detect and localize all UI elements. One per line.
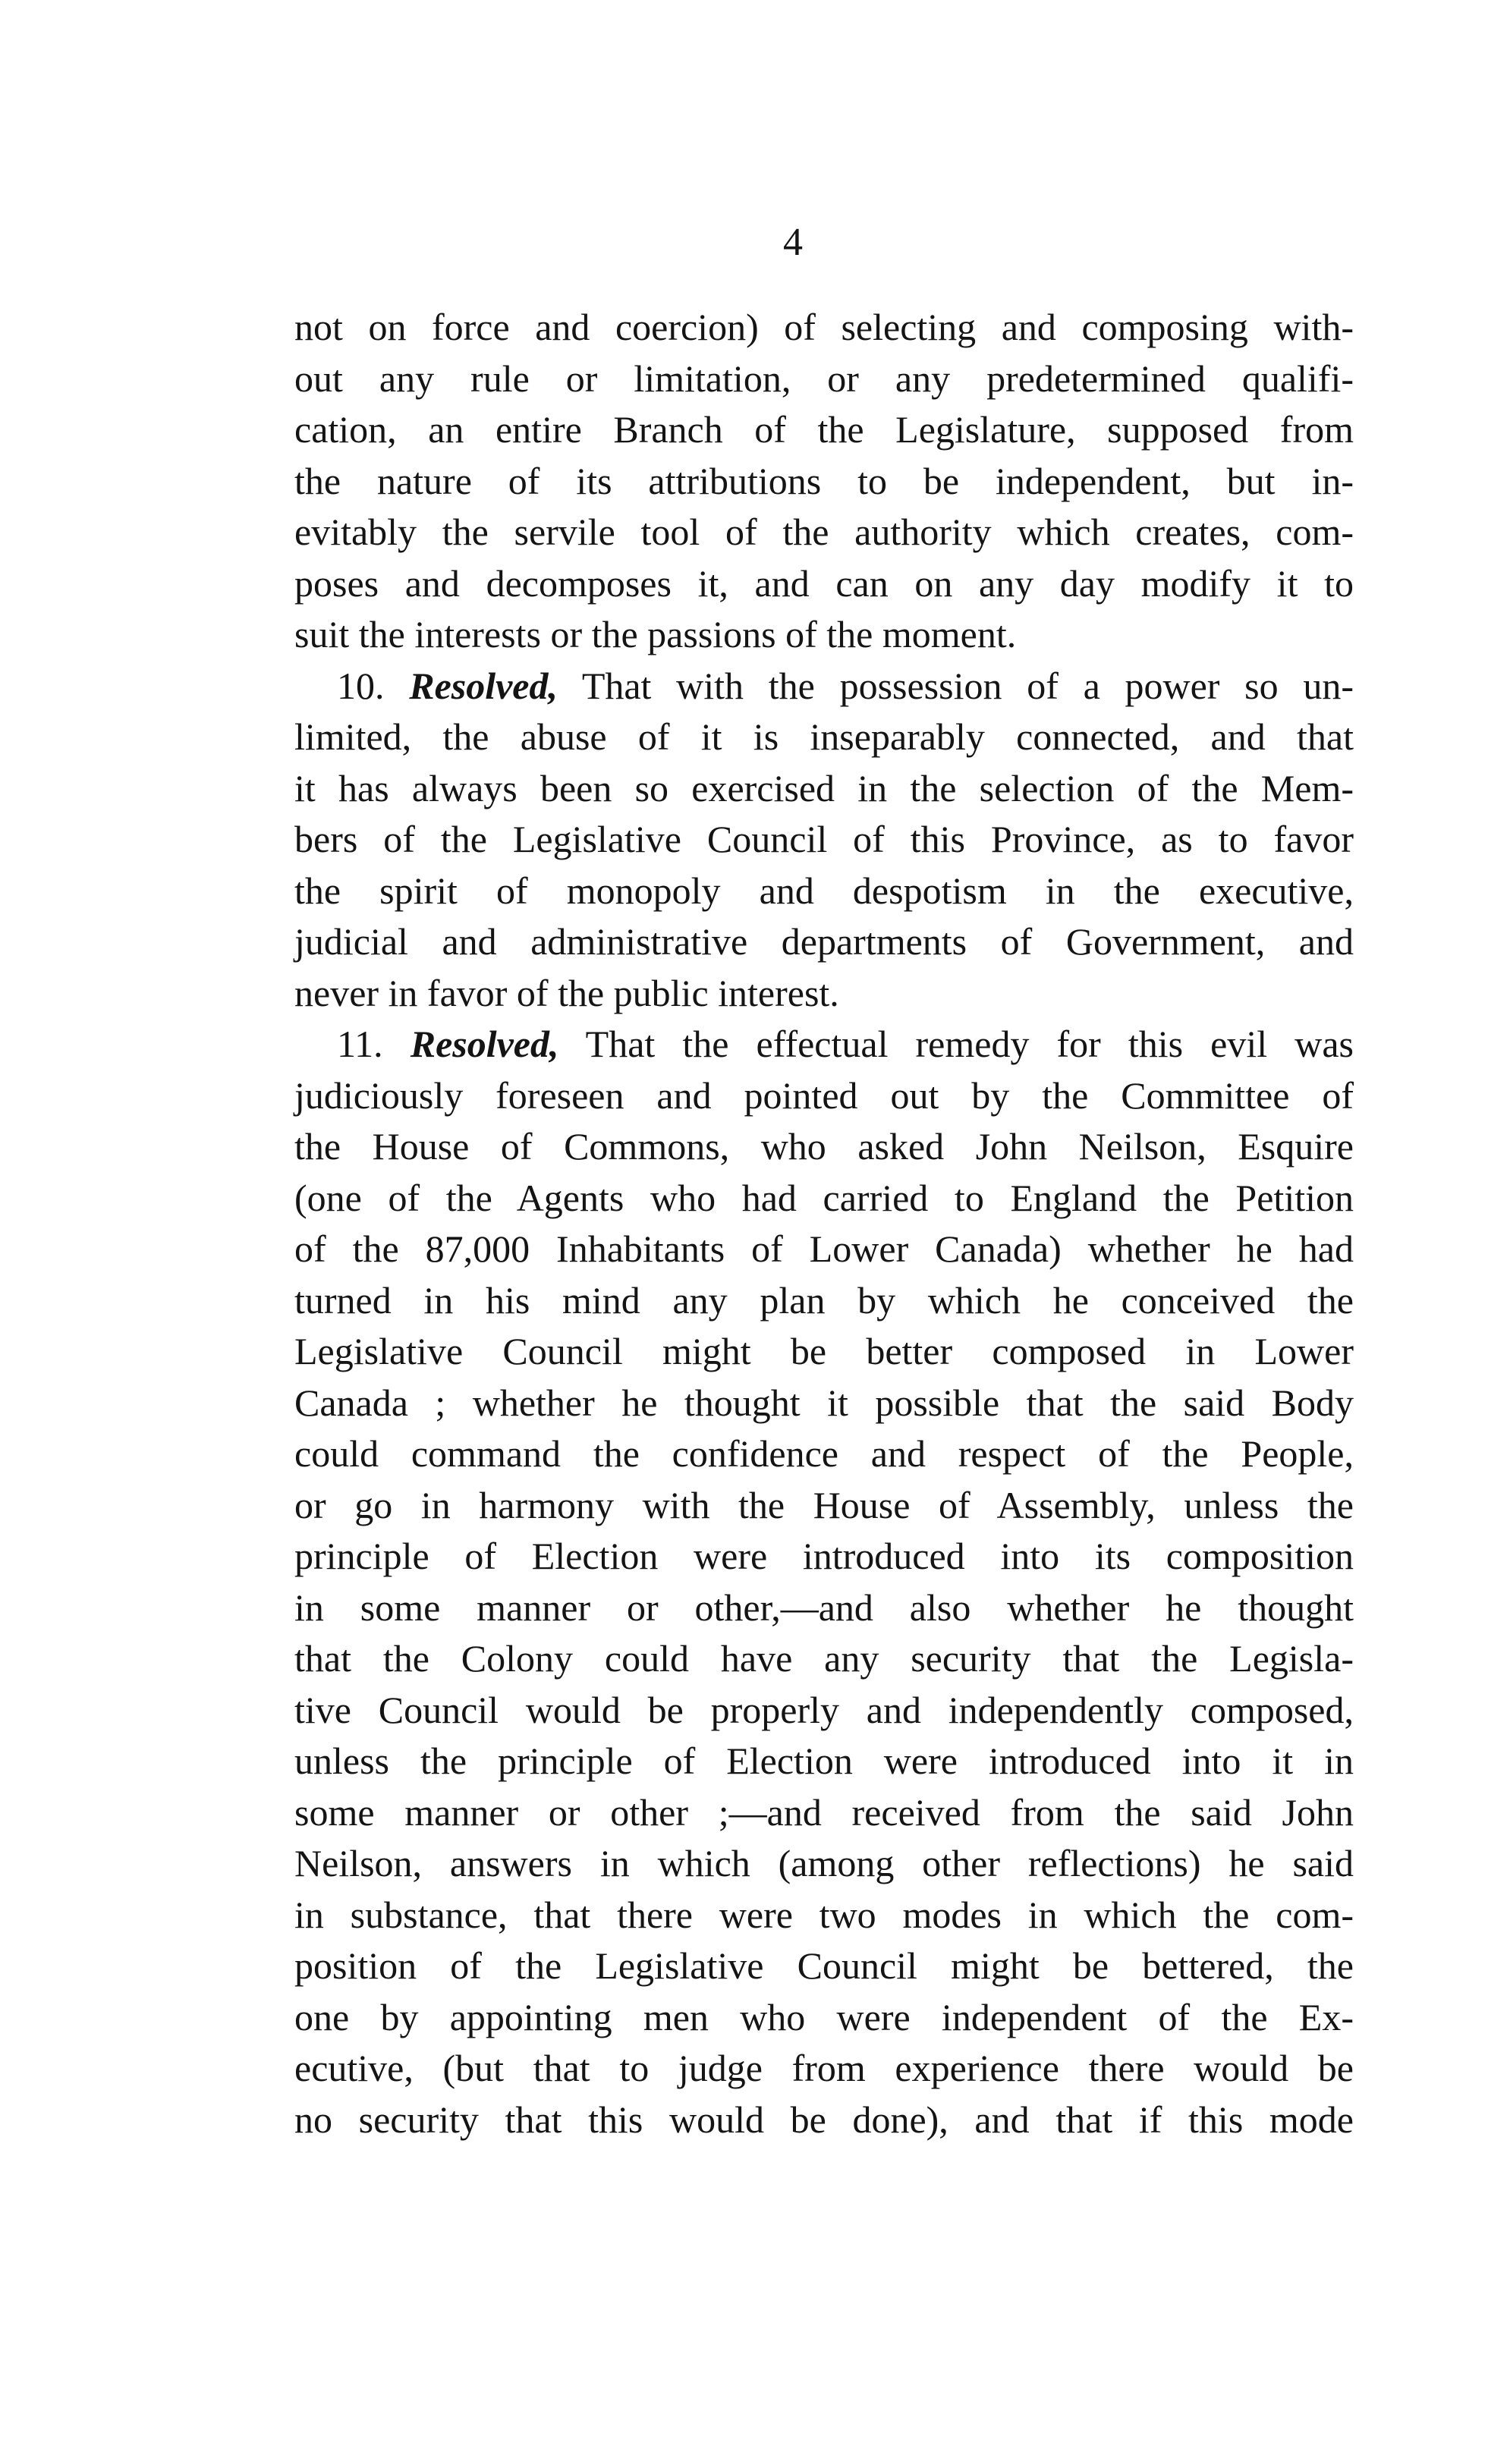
line-text: some manner or other ;—and received from the said John: [294, 1790, 1354, 1834]
text-line: [294, 507, 1354, 558]
text-line: [294, 2095, 1354, 2146]
line-text: in substance, that there were two modes in which the com-: [294, 1893, 1354, 1936]
line-text: cation, an entire Branch of the Legislature, supposed from: [294, 408, 1354, 451]
text-line: [294, 1787, 1354, 1839]
line-text: That the effectual remedy for this evil was: [558, 1023, 1354, 1065]
line-text: (one of the Agents who had carried to England the Petition: [294, 1176, 1354, 1219]
line-text: of the 87,000 Inhabitants of Lower Canada) whether he had: [294, 1227, 1354, 1270]
resolution-number: 10.: [337, 664, 410, 707]
text-line: [294, 1736, 1354, 1787]
text-line: [294, 1428, 1354, 1480]
text-line: [294, 1378, 1354, 1429]
text-line: [294, 968, 1354, 1020]
text-line: [294, 302, 1354, 354]
line-text: turned in his mind any plan by which he conceived the: [294, 1278, 1354, 1322]
text-line: [294, 1480, 1354, 1532]
line-text: principle of Election were introduced into its composition: [294, 1535, 1354, 1577]
text-line: [294, 558, 1354, 610]
text-line: [294, 1838, 1354, 1890]
line-text: judicial and administrative departments of Government, and: [294, 920, 1354, 963]
page-number: 4: [783, 221, 803, 264]
text-line: [294, 1224, 1354, 1275]
text-line: [294, 1941, 1354, 1992]
resolved-keyword: Resolved,: [409, 664, 558, 707]
text-line: [294, 404, 1354, 456]
line-text: That with the possession of a power so un-: [558, 664, 1354, 707]
text-line: [294, 1019, 1354, 1070]
text-line: [294, 1633, 1354, 1685]
text-line: [294, 1531, 1354, 1582]
line-text: that the Colony could have any security that the Legisla-: [294, 1637, 1354, 1680]
resolution-number: 11.: [337, 1023, 411, 1065]
line-text: or go in harmony with the House of Assembly, unless the: [294, 1483, 1354, 1526]
line-text: position of the Legislative Council might be bettered, the: [294, 1944, 1354, 1987]
text-line: [294, 1173, 1354, 1224]
line-text: limited, the abuse of it is inseparably connected, and that: [294, 715, 1354, 758]
line-text: evitably the servile tool of the authority which creates, com-: [294, 511, 1354, 553]
line-text: out any rule or limitation, or any predetermined qualifi-: [294, 357, 1354, 400]
line-text: Canada ; whether he thought it possible that the said Body: [294, 1381, 1354, 1424]
line-text: ecutive, (but that to judge from experience there would be: [294, 2047, 1354, 2089]
line-text: unless the principle of Election were introduced into it in: [294, 1740, 1354, 1782]
line-text: the House of Commons, who asked John Neilson, Esquire: [294, 1125, 1354, 1168]
line-text: could command the confidence and respect of the People,: [294, 1432, 1354, 1475]
body-text: [294, 302, 1354, 2145]
line-text: Neilson, answers in which (among other reflections) he said: [294, 1842, 1354, 1884]
text-line: [294, 1070, 1354, 1122]
line-text: it has always been so exercised in the selection of the Mem-: [294, 766, 1354, 809]
line-text: poses and decomposes it, and can on any day modify it to: [294, 561, 1354, 605]
text-line: [294, 609, 1354, 661]
line-text: one by appointing men who were independent of the Ex-: [294, 1995, 1354, 2038]
line-text: Legislative Council might be better composed in Lower: [294, 1330, 1354, 1372]
line-text: tive Council would be properly and independently composed,: [294, 1688, 1354, 1731]
text-line: [294, 916, 1354, 968]
text-line: [294, 1890, 1354, 1941]
text-line: [294, 1582, 1354, 1634]
text-line: [294, 661, 1354, 712]
text-line: [294, 2043, 1354, 2095]
text-line: [294, 1326, 1354, 1378]
line-text: in some manner or other,—and also whether he thought: [294, 1586, 1354, 1629]
text-line: [294, 866, 1354, 917]
text-line: [294, 1992, 1354, 2044]
line-text: suit the interests or the passions of the moment.: [294, 613, 1017, 655]
text-line: [294, 712, 1354, 763]
line-text: bers of the Legislative Council of this Province, as to favor: [294, 818, 1354, 860]
text-line: [294, 1121, 1354, 1173]
text-line: [294, 763, 1354, 815]
text-line: [294, 354, 1354, 405]
line-text: no security that this would be done), and that if this mode: [294, 2098, 1354, 2141]
text-line: [294, 1685, 1354, 1736]
text-line: [294, 814, 1354, 866]
line-text: never in favor of the public interest.: [294, 971, 839, 1014]
line-text: judiciously foreseen and pointed out by the Committee of: [294, 1073, 1354, 1117]
text-line: [294, 456, 1354, 508]
text-line: [294, 1275, 1354, 1327]
line-text: not on force and coercion) of selecting and composing with-: [294, 306, 1354, 348]
line-text: the spirit of monopoly and despotism in the executive,: [294, 869, 1354, 912]
resolved-keyword: Resolved,: [410, 1023, 559, 1065]
line-text: the nature of its attributions to be independent, but in-: [294, 459, 1354, 502]
